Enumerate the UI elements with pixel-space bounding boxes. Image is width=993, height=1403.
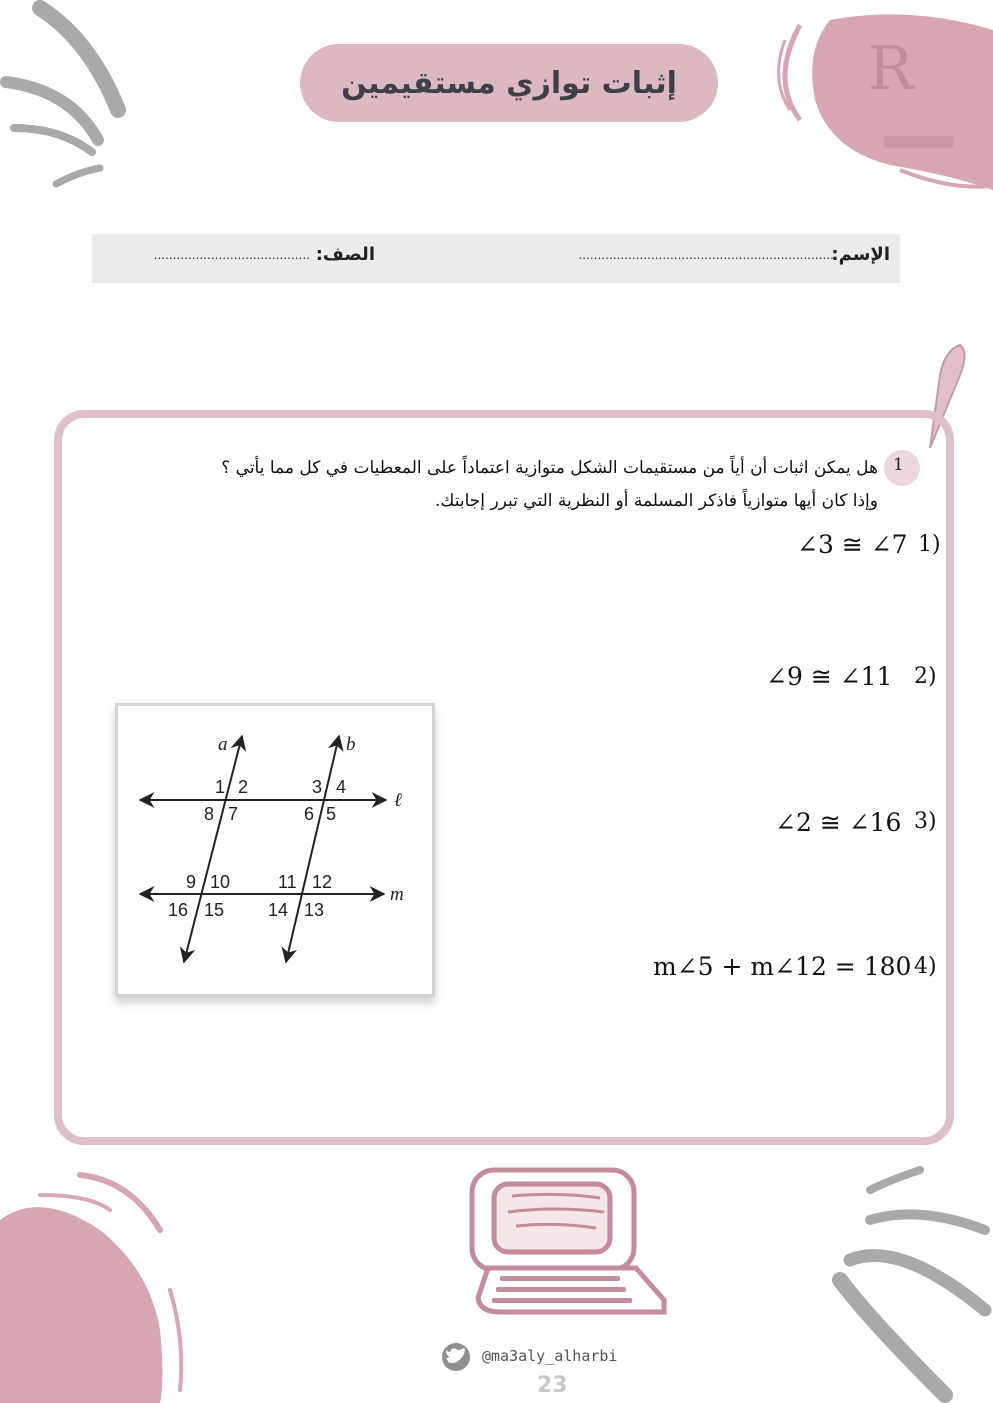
angle-label: 9 bbox=[186, 872, 197, 892]
angle-label: 12 bbox=[312, 872, 333, 892]
angle-label: 4 bbox=[336, 777, 347, 797]
logo: R bbox=[860, 40, 978, 158]
brush-stroke bbox=[870, 1214, 985, 1230]
label-m: m bbox=[390, 884, 404, 905]
label-a: a bbox=[218, 734, 228, 755]
angle-label: 8 bbox=[204, 804, 215, 824]
angle-label: 13 bbox=[304, 900, 325, 920]
angle-label: 14 bbox=[268, 900, 289, 920]
angle-label: 6 bbox=[304, 804, 315, 824]
angle-label: 16 bbox=[168, 900, 189, 920]
brush-stroke bbox=[56, 168, 100, 184]
line-b bbox=[286, 736, 339, 962]
logo-banner bbox=[884, 136, 954, 148]
student-info-bar bbox=[92, 234, 900, 283]
angle-label: 10 bbox=[210, 872, 231, 892]
item-expression: ∠3 ≅ ∠7 bbox=[797, 530, 908, 559]
item-number: 1) bbox=[918, 532, 941, 557]
brush-stroke bbox=[40, 1195, 110, 1210]
label-b: b bbox=[346, 734, 356, 755]
name-label: الإسم: bbox=[831, 244, 890, 265]
brush-stroke bbox=[170, 1290, 181, 1390]
class-field[interactable]: ......................................... bbox=[153, 248, 310, 262]
line-a bbox=[184, 736, 242, 962]
angle-label: 2 bbox=[238, 777, 249, 797]
item-expression: ∠2 ≅ ∠16 bbox=[775, 808, 902, 837]
brush-stroke bbox=[14, 128, 92, 152]
item-expression: m∠5 + m∠12 = 180 bbox=[653, 952, 912, 981]
label-l: ℓ bbox=[394, 790, 402, 811]
angle-label: 15 bbox=[204, 900, 225, 920]
question-number: 1 bbox=[893, 455, 904, 475]
item-number: 2) bbox=[914, 664, 937, 689]
angle-label: 5 bbox=[326, 804, 337, 824]
brush-stroke bbox=[870, 1170, 920, 1190]
angle-label: 7 bbox=[228, 804, 239, 824]
name-field[interactable]: ................................................................... bbox=[578, 248, 834, 262]
angle-label: 1 bbox=[215, 777, 226, 797]
question-line-2: وإذا كان أيها متوازياً فاذكر المسلمة أو النظرية التي تبرر إجابتك. bbox=[435, 491, 878, 511]
angle-label: 3 bbox=[312, 777, 323, 797]
page-title: إثبات توازي مستقيمين bbox=[341, 65, 677, 101]
angle-label: 11 bbox=[278, 872, 297, 892]
brush-stroke bbox=[840, 1280, 945, 1395]
brush-stroke bbox=[850, 1256, 985, 1310]
page-number: 23 bbox=[537, 1373, 568, 1398]
keyboard-keys bbox=[492, 1276, 632, 1303]
question-line-1: هل يمكن اثبات أن أياً من مستقيمات الشكل متوازية اعتماداً على المعطيات في كل مما يأتي ؟ bbox=[221, 458, 878, 478]
figure-svg bbox=[118, 706, 432, 994]
item-expression: ∠9 ≅ ∠11 bbox=[766, 662, 893, 691]
author-handle: @ma3aly_alharbi bbox=[482, 1347, 618, 1365]
title-banner bbox=[300, 44, 718, 122]
pink-blob bbox=[0, 1207, 163, 1403]
parallel-lines-figure bbox=[115, 703, 435, 997]
item-number: 4) bbox=[914, 954, 937, 979]
class-label: الصف: bbox=[315, 244, 375, 265]
question-text bbox=[88, 452, 878, 518]
item-number: 3) bbox=[914, 809, 937, 834]
